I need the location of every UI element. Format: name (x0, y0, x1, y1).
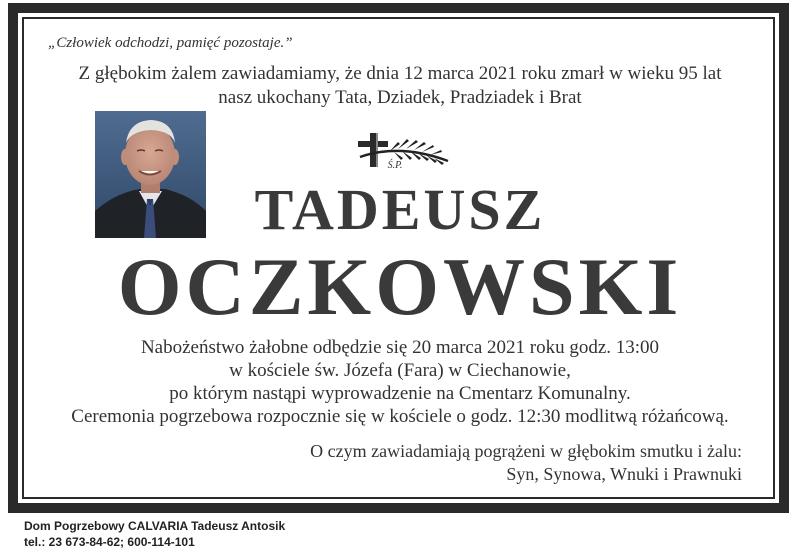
announcement-line: nasz ukochany Tata, Dziadek, Pradziadek i Brat (218, 87, 582, 108)
service-line: w kościele św. Józefa (Fara) w Ciechanowie, (229, 360, 571, 381)
service-line: po którym nastąpi wyprowadzenie na Cmentarz Komunalny. (169, 383, 631, 404)
mourners-closing (260, 440, 742, 486)
service-line: Nabożeństwo żałobne odbędzie się 20 marca 2021 roku godz. 13:00 (140, 337, 660, 358)
announcement-line: Z głębokim żalem zawiadamiamy, że dnia 12 marca 2021 roku zmarł w wieku 95 lat (78, 63, 722, 84)
deceased-first-name: TADEUSZ (254, 177, 546, 242)
funeral-home-name: Dom Pogrzebowy CALVARIA Tadeusz Antosik (24, 519, 286, 533)
memorial-quote: „Człowiek odchodzi, pamięć pozostaje.” (48, 35, 293, 51)
deceased-last-name: OCZKOWSKI (117, 241, 683, 332)
funeral-home-info (24, 518, 285, 550)
death-announcement (40, 62, 760, 110)
service-line: Ceremonia pogrzebowa rozpocznie się w kościele o godz. 12:30 modlitwą różańcową. (71, 406, 729, 427)
funeral-service-details (30, 336, 770, 428)
funeral-home-phone: tel.: 23 673-84-62; 600-114-101 (24, 535, 195, 549)
mourners-list: Syn, Synowa, Wnuki i Prawnuki (506, 464, 742, 484)
closing-line: O czym zawiadamiają pogrążeni w głębokim smutku i żalu: (310, 441, 742, 461)
emblem-abbreviation: Ś.P. (387, 160, 403, 171)
